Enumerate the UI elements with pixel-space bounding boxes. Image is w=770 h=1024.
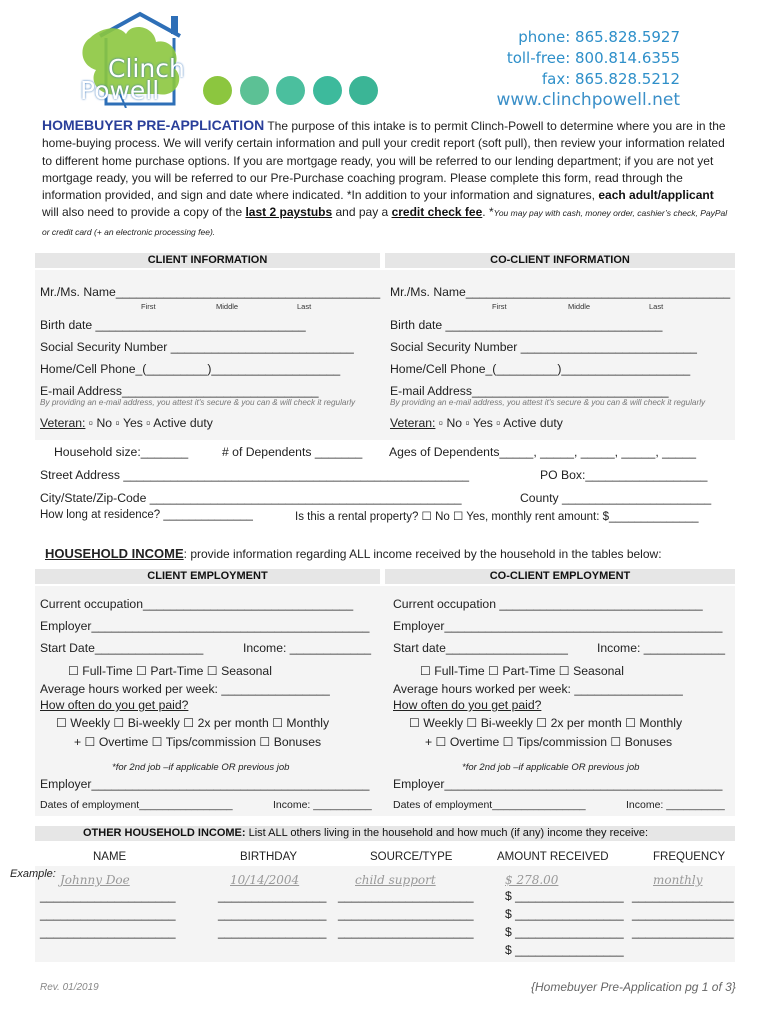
city-state-zip-field[interactable]: City/State/Zip-Code ______________________________________________ <box>40 491 462 505</box>
household-size-field[interactable]: Household size:_______ <box>54 445 189 459</box>
coclient-info-header: CO-CLIENT INFORMATION <box>385 253 735 268</box>
intro-paragraph: HOMEBUYER PRE-APPLICATION The purpose of this intake is to permit Clinch-Powell to determine where you are in the home-buying process. We will verify certain information and pull your credit report (soft pull), then review your information related to different home purchase options. If you are mortgage ready, you will be referred to our lending department; if you are not yet mortgage ready, you will be referred to our Pre-Purchase coaching program. Please complete this form, read through the information provided, and sign and date where indicated. *In addition to your information and signatures, each adult/applicant will also need to provide a copy of the last 2 paystubs and pay a credit check fee. *You may pay with cash, money order, cashier’s check, PayPal or credit card (+ an electronic processing fee). <box>42 117 728 237</box>
coclient-dates-field[interactable]: Dates of employment________________ <box>393 799 586 811</box>
example-frequency: monthly <box>653 873 703 887</box>
example-name: Johnny Doe <box>60 873 130 887</box>
client-phone-field[interactable]: Home/Cell Phone_(_________)___________________ <box>40 362 341 376</box>
contact-tollfree: toll-free: 800.814.6355 <box>506 49 680 67</box>
client-employer-field[interactable]: Employer_________________________________________ <box>40 619 370 633</box>
client-extra-pay[interactable]: + ☐ Overtime ☐ Tips/commission ☐ Bonuses <box>74 735 322 749</box>
page-indicator: {Homebuyer Pre-Application pg 1 of 3} <box>531 980 736 994</box>
contact-fax: fax: 865.828.5212 <box>541 70 680 88</box>
contact-block <box>496 27 680 111</box>
dependents-field[interactable]: # of Dependents _______ <box>222 445 363 459</box>
client-employment-header: CLIENT EMPLOYMENT <box>35 569 380 584</box>
coclient-hours-field[interactable]: Average hours worked per week: ________________ <box>393 682 683 696</box>
logo-text <box>80 54 185 105</box>
client-dates-field[interactable]: Dates of employment________________ <box>40 799 233 811</box>
row-birthday-field[interactable]: ________________ <box>218 925 327 939</box>
client-first-label: First <box>141 302 156 311</box>
client-info-header: CLIENT INFORMATION <box>35 253 380 268</box>
client-veteran-field[interactable]: Veteran: ▫ No ▫ Yes ▫ Active duty <box>40 416 213 430</box>
client-job-type[interactable]: ☐ Full-Time ☐ Part-Time ☐ Seasonal <box>68 664 272 678</box>
client-occupation-field[interactable]: Current occupation_______________________________ <box>40 597 354 611</box>
row-source-field[interactable]: ____________________ <box>338 889 474 903</box>
row-birthday-field[interactable]: ________________ <box>218 907 327 921</box>
coclient-employer2-field[interactable]: Employer_________________________________________ <box>393 777 723 791</box>
coclient-income-field[interactable]: Income: ____________ <box>597 641 726 655</box>
row-source-field[interactable]: ____________________ <box>338 925 474 939</box>
logo-dot <box>349 76 378 105</box>
coclient-employment-header: CO-CLIENT EMPLOYMENT <box>385 569 735 584</box>
contact-phone: phone: 865.828.5927 <box>518 28 680 46</box>
row-birthday-field[interactable]: ________________ <box>218 889 327 903</box>
logo-dot <box>276 76 305 105</box>
row-frequency-field[interactable]: _______________ <box>632 925 734 939</box>
coclient-email-field[interactable]: E-mail Address_____________________________ <box>390 384 669 398</box>
client-pay-frequency[interactable]: ☐ Weekly ☐ Bi-weekly ☐ 2x per month ☐ Monthly <box>56 716 330 730</box>
logo-dot <box>203 76 232 105</box>
client-paid-label: How often do you get paid? <box>40 698 189 712</box>
coclient-paid-label: How often do you get paid? <box>393 698 542 712</box>
client-ssn-field[interactable]: Social Security Number ___________________________ <box>40 340 354 354</box>
row-name-field[interactable]: ____________________ <box>40 889 176 903</box>
col-birthday: BIRTHDAY <box>240 851 298 863</box>
po-box-field[interactable]: PO Box:__________________ <box>540 468 708 482</box>
client-hours-field[interactable]: Average hours worked per week: ________________ <box>40 682 330 696</box>
coclient-middle-label: Middle <box>568 302 591 311</box>
row-name-field[interactable]: ____________________ <box>40 925 176 939</box>
coclient-income2-field[interactable]: Income: __________ <box>626 799 725 811</box>
row-amount-field[interactable]: $ ________________ <box>505 943 624 957</box>
coclient-occupation-field[interactable]: Current occupation ______________________________ <box>393 597 703 611</box>
client-middle-label: Middle <box>216 302 239 311</box>
coclient-start-date-field[interactable]: Start date__________________ <box>393 641 568 655</box>
coclient-job-type[interactable]: ☐ Full-Time ☐ Part-Time ☐ Seasonal <box>420 664 624 678</box>
col-source: SOURCE/TYPE <box>370 851 453 863</box>
client-email-field[interactable]: E-mail Address_____________________________ <box>40 384 319 398</box>
row-frequency-field[interactable]: _______________ <box>632 889 734 903</box>
row-amount-field[interactable]: $ ________________ <box>505 925 624 939</box>
ages-field[interactable]: Ages of Dependents_____, _____, _____, _____, _____ <box>389 445 696 459</box>
household-income-title: HOUSEHOLD INCOME: provide information regarding ALL income received by the household in the tables below: <box>45 546 662 561</box>
coclient-phone-field[interactable]: Home/Cell Phone_(_________)___________________ <box>390 362 691 376</box>
example-amount: $ 278.00 <box>505 873 559 887</box>
client-start-date-field[interactable]: Start Date________________ <box>40 641 204 655</box>
page-title: HOMEBUYER PRE-APPLICATION <box>42 117 265 133</box>
col-amount: AMOUNT RECEIVED <box>497 851 609 863</box>
coclient-extra-pay[interactable]: + ☐ Overtime ☐ Tips/commission ☐ Bonuses <box>425 735 673 749</box>
coclient-email-note: By providing an e-mail address, you attest it's secure & you can & will check it regularly <box>390 398 706 407</box>
example-label: Example: <box>10 868 56 880</box>
row-source-field[interactable]: ____________________ <box>338 907 474 921</box>
county-field[interactable]: County ______________________ <box>520 491 712 505</box>
client-second-job-note: *for 2nd job –if applicable OR previous job <box>112 762 290 773</box>
col-frequency: FREQUENCY <box>653 851 726 863</box>
row-frequency-field[interactable]: _______________ <box>632 907 734 921</box>
logo-dot <box>240 76 269 105</box>
coclient-employer-field[interactable]: Employer_________________________________________ <box>393 619 723 633</box>
logo-line2: Powell <box>80 76 160 105</box>
col-name: NAME <box>93 851 127 863</box>
street-address-field[interactable]: Street Address ___________________________________________________ <box>40 468 470 482</box>
coclient-ssn-field[interactable]: Social Security Number __________________________ <box>390 340 697 354</box>
revision-label: Rev. 01/2019 <box>40 982 99 993</box>
example-birthday: 10/14/2004 <box>230 873 300 887</box>
client-name-field[interactable]: Mr./Ms. Name_______________________________________ <box>40 285 381 299</box>
coclient-pay-frequency[interactable]: ☐ Weekly ☐ Bi-weekly ☐ 2x per month ☐ Monthly <box>409 716 683 730</box>
coclient-last-label: Last <box>649 302 664 311</box>
client-email-note: By providing an e-mail address, you attest it's secure & you can & will check it regularly <box>40 398 356 407</box>
client-income2-field[interactable]: Income: __________ <box>273 799 372 811</box>
rental-field[interactable]: Is this a rental property? ☐ No ☐ Yes, monthly rent amount: $______________ <box>295 511 699 523</box>
residence-length-field[interactable]: How long at residence? ______________ <box>40 509 253 521</box>
row-amount-field[interactable]: $ ________________ <box>505 889 624 903</box>
other-income-header: OTHER HOUSEHOLD INCOME: List ALL others living in the household and how much (if any) income they receive: <box>35 826 735 841</box>
client-income-field[interactable]: Income: ____________ <box>243 641 372 655</box>
client-last-label: Last <box>297 302 312 311</box>
client-employer2-field[interactable]: Employer_________________________________________ <box>40 777 370 791</box>
coclient-first-label: First <box>492 302 507 311</box>
row-name-field[interactable]: ____________________ <box>40 907 176 921</box>
row-amount-field[interactable]: $ ________________ <box>505 907 624 921</box>
coclient-birth-field[interactable]: Birth date ________________________________ <box>390 318 663 332</box>
coclient-veteran-field[interactable]: Veteran: ▫ No ▫ Yes ▫ Active duty <box>390 416 563 430</box>
contact-website[interactable]: www.clinchpowell.net <box>496 90 680 110</box>
logo-line1: Clinch <box>108 54 185 83</box>
coclient-second-job-note: *for 2nd job –if applicable OR previous job <box>462 762 640 773</box>
example-source: child support <box>355 873 436 887</box>
client-birth-field[interactable]: Birth date _______________________________ <box>40 318 306 332</box>
coclient-name-field[interactable]: Mr./Ms. Name_______________________________________ <box>390 285 731 299</box>
logo-dot <box>313 76 342 105</box>
